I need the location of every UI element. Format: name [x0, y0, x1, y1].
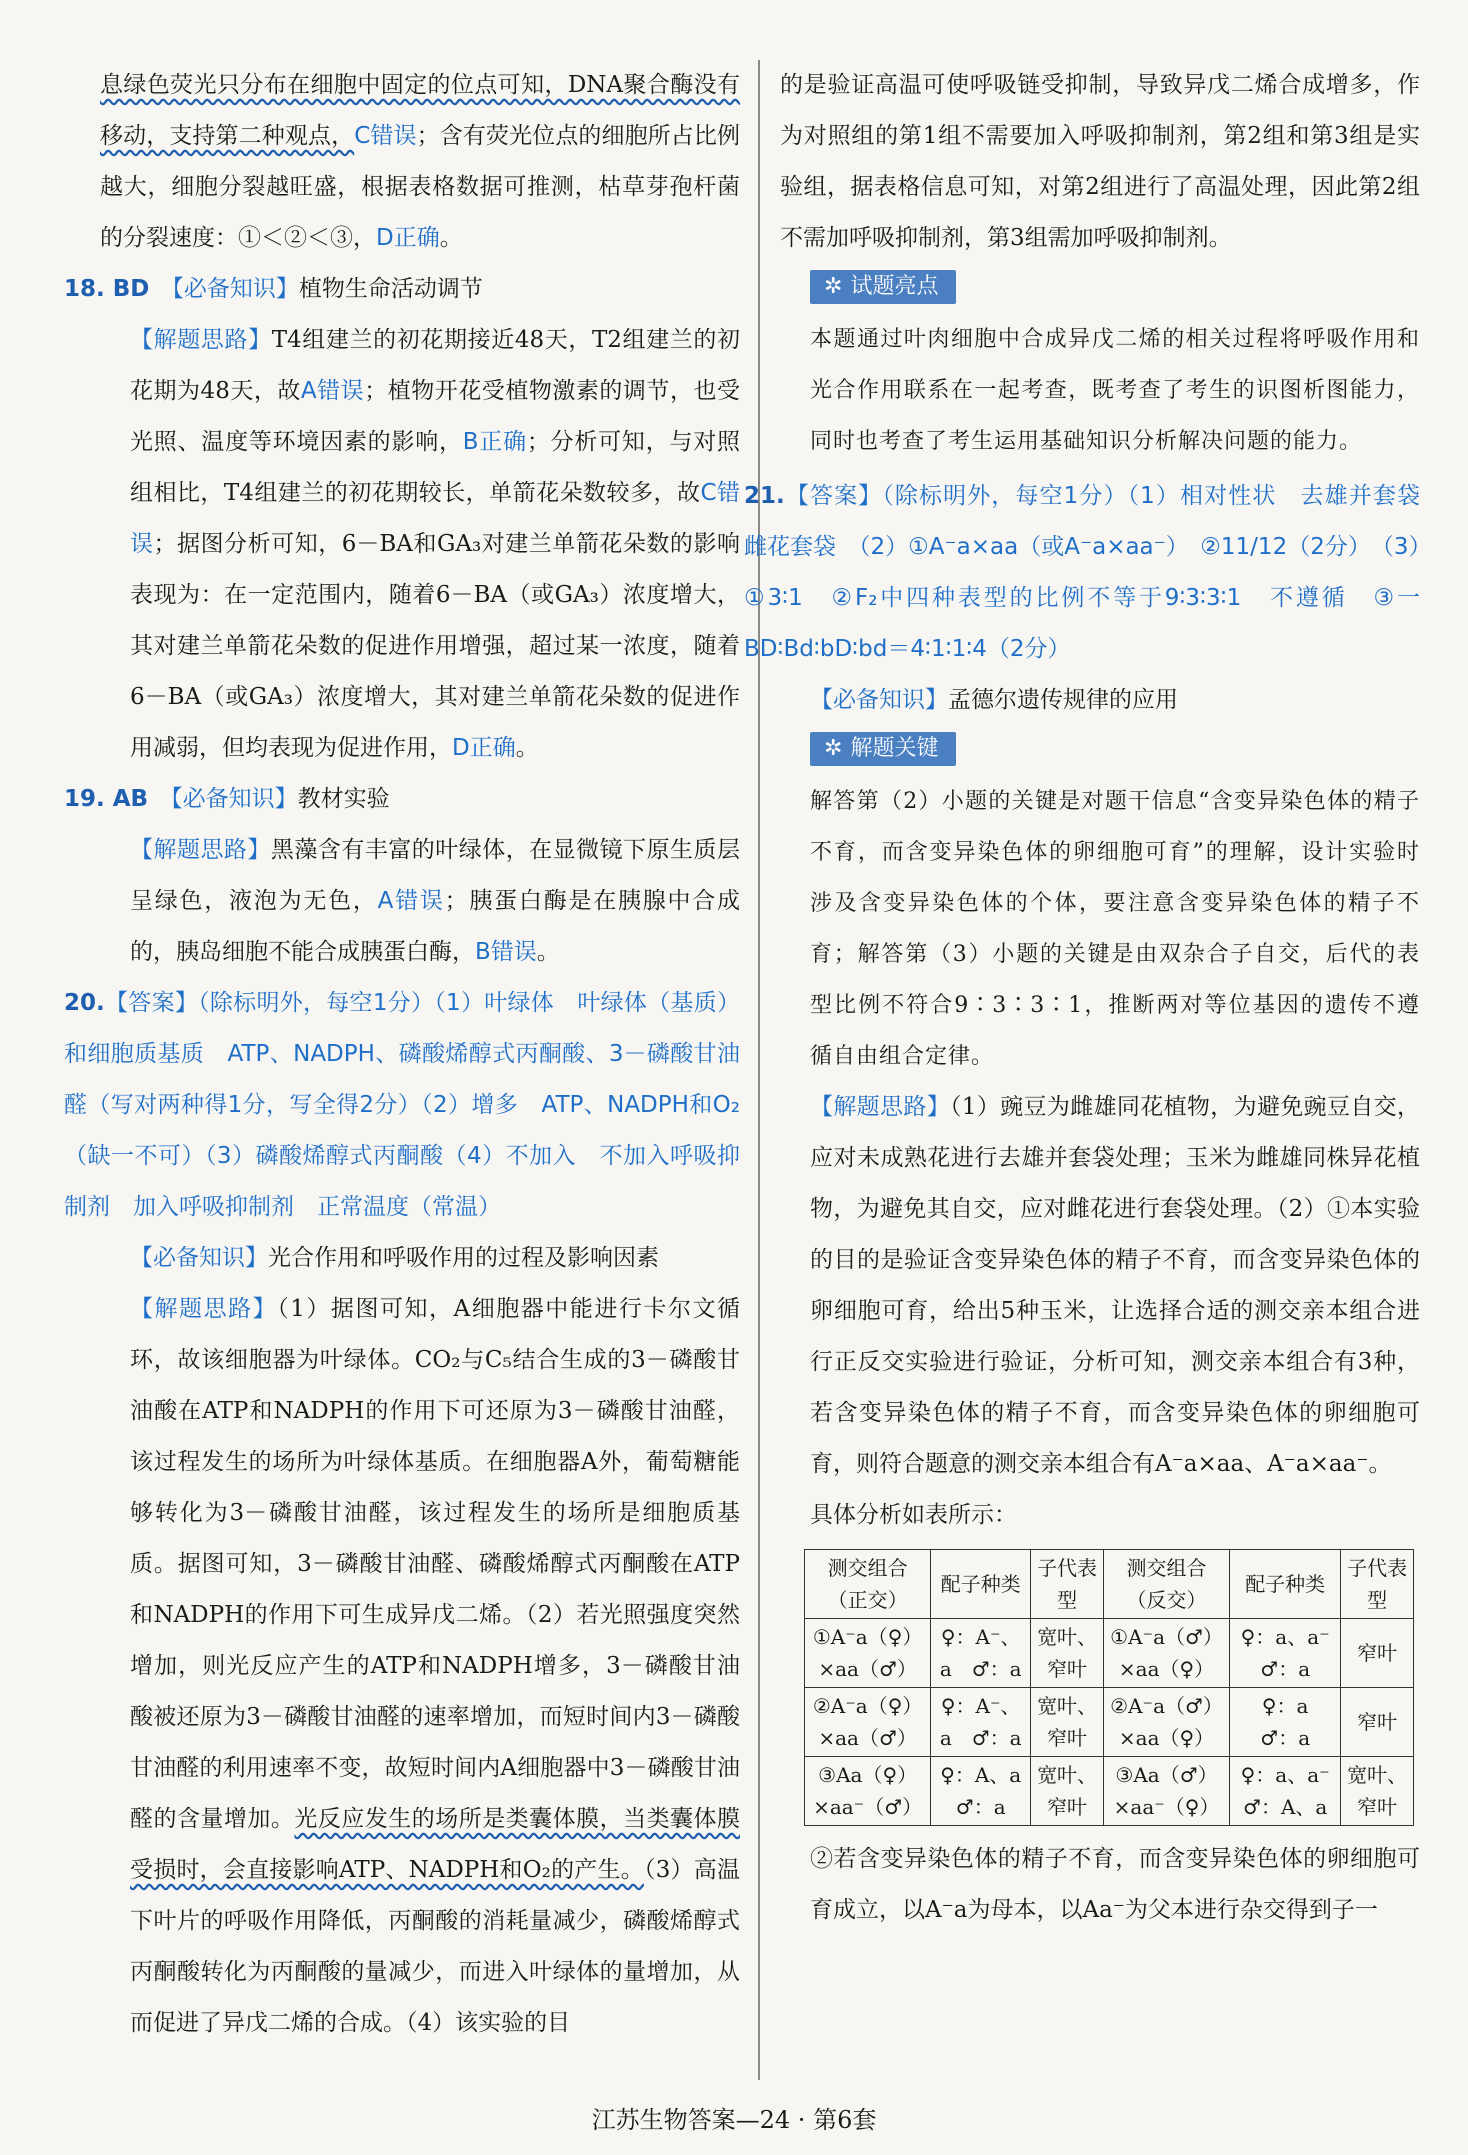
q20-continued: 的是验证高温可使呼吸链受抑制，导致异戊二烯合成增多，作为对照组的第1组不需要加入呼吸抑制剂，第2组和第3组是实验组，据表格信息可知，对第2组进行了高温处理，因此第2组不需加呼吸抑制剂，第3组需加呼吸抑制剂。 [780, 72, 1420, 251]
table-row [805, 1688, 1414, 1757]
sparkle-icon: ✲ [824, 736, 843, 761]
q17-tail: 息绿色荧光只分布在细胞中固定的位点可知，DNA聚合酶没有移动，支持第二种观点，C错误；含有荧光位点的细胞所占比例越大，细胞分裂越旺盛，根据表格数据可推测，枯草芽孢杆菌的分裂速度：①＜②＜③，D正确。 [100, 72, 741, 251]
highlight-text: 本题通过叶肉细胞中合成异戊二烯的相关过程将呼吸作用和光合作用联系在一起考查，既考查了考生的识图析图能力，同时也考查了考生运用基础知识分析解决问题的能力。 [810, 327, 1420, 454]
table-cell: 窄叶 [1341, 1619, 1414, 1688]
q21-knowledge: 【必备知识】孟德尔遗传规律的应用 [810, 687, 1178, 713]
q21-reasoning: 【解题思路】（1）豌豆为雌雄同花植物，为避免豌豆自交，应对未成熟花进行去雄并套袋处理；玉米为雌雄同株异花植物，为避免其自交，应对雌花进行套袋处理。（2）①本实验的目的是验证含变异染色体的精子不育，而含变异染色体的卵细胞可育，给出5种玉米，让选择合适的测交亲本组合进行正反交实验进行验证，分析可知，测交亲本组合有3种，若含变异染色体的精子不育，而含变异染色体的卵细胞可育，则符合题意的测交亲本组合有A⁻a×aa、A⁻a×aa⁻。 [810, 1094, 1420, 1477]
table-cell: 宽叶、窄叶 [1031, 1757, 1104, 1826]
q18-heading: 18. BD 【必备知识】植物生命活动调节 [64, 276, 483, 302]
key-text: 解答第（2）小题的关键是对题干信息“含变异染色体的精子不育，而含变异染色体的卵细胞可育”的理解，设计实验时涉及含变异染色体的个体，要注意含变异染色体的精子不育；解答第（3）小题的关键是由双杂合子自交，后代的表型比例不符合9∶3∶3∶1，推断两对等位基因的遗传不遵循自由组合定律。 [810, 789, 1420, 1069]
table-header: 测交组合（反交） [1103, 1550, 1229, 1619]
table-cell: ♀：A⁻、a ♂：a [931, 1619, 1031, 1688]
q21-continued: ②若含变异染色体的精子不育，而含变异染色体的卵细胞可育成立，以A⁻a为母本，以Aa⁻为父本进行杂交得到子一 [810, 1846, 1420, 1923]
table-row [805, 1757, 1414, 1826]
table-cell: ③Aa（♂）×aa⁻（♀） [1103, 1757, 1229, 1826]
table-header-row [805, 1550, 1414, 1619]
table-row [805, 1619, 1414, 1688]
table-cell: 窄叶 [1341, 1688, 1414, 1757]
q21-answer: 21.【答案】（除标明外，每空1分）（1）相对性状 去雄并套袋 雌花套袋 （2）①A⁻a×aa（或A⁻a×aa⁻） ②11/12（2分） （3）①3∶1 ②F₂中四种表型的比例不等于9∶3∶3∶1 不遵循 ③一 BD∶Bd∶bD∶bd＝4∶1∶1∶4（2分） [744, 483, 1443, 662]
q20-knowledge: 【必备知识】光合作用和呼吸作用的过程及影响因素 [130, 1245, 659, 1271]
table-header: 子代表型 [1031, 1550, 1104, 1619]
q20-reasoning: 【解题思路】（1）据图可知，A细胞器中能进行卡尔文循环，故该细胞器为叶绿体。CO₂与C₅结合生成的3－磷酸甘油酸在ATP和NADPH的作用下可还原为3－磷酸甘油醛，该过程发生的场所为叶绿体基质。在细胞器A外，葡萄糖能够转化为3－磷酸甘油醛，该过程发生的场所是细胞质基质。据图可知，3－磷酸甘油醛、磷酸烯醇式丙酮酸在ATP和NADPH的作用下可生成异戊二烯。（2）若光照强度突然增加，则光反应产生的ATP和NADPH增多，3－磷酸甘油酸被还原为3－磷酸甘油醛的速率增加，而短时间内3－磷酸甘油醛的利用速率不变，故短时间内A细胞器中3－磷酸甘油醛的含量增加。光反应发生的场所是类囊体膜，当类囊体膜受损时，会直接影响ATP、NADPH和O₂的产生。（3）高温下叶片的呼吸作用降低，丙酮酸的消耗量减少，磷酸烯醇式丙酮酸转化为丙酮酸的量减少，而进入叶绿体的量增加，从而促进了异戊二烯的合成。（4）该实验的目 [130, 1296, 741, 2036]
table-header: 配子种类 [1230, 1550, 1341, 1619]
q20-answer: 20.【答案】（除标明外，每空1分）（1）叶绿体 叶绿体（基质）和细胞质基质 ATP、NADPH、磷酸烯醇式丙酮酸、3－磷酸甘油醛（写对两种得1分，写全得2分）（2）增多 ATP、NADPH和O₂（缺一不可）（3）磷酸烯醇式丙酮酸（4）不加入 不加入呼吸抑制剂 加入呼吸抑制剂 正常温度（常温） [64, 990, 740, 1220]
table-header: 子代表型 [1341, 1550, 1414, 1619]
table-header: 测交组合（正交） [805, 1550, 931, 1619]
page-footer: 江苏生物答案—24 · 第6套 [591, 2106, 877, 2134]
table-header: 配子种类 [931, 1550, 1031, 1619]
q18-reasoning: 【解题思路】T4组建兰的初花期接近48天，T2组建兰的初花期为48天，故A错误；植物开花受植物激素的调节，也受光照、温度等环境因素的影响，B正确；分析可知，与对照组相比，T4组建兰的初花期较长，单箭花朵数较多，故C错误；据图分析可知，6－BA和GA₃对建兰单箭花朵数的影响表现为：在一定范围内，随着6－BA（或GA₃）浓度增大，其对建兰单箭花朵数的促进作用增强，超过某一浓度，随着6－BA（或GA₃）浓度增大，其对建兰单箭花朵数的促进作用减弱，但均表现为促进作用，D正确。 [130, 327, 741, 761]
table-cell: 宽叶、窄叶 [1031, 1619, 1104, 1688]
right-column [744, 60, 1443, 1936]
testcross-table [804, 1549, 1414, 1826]
table-cell: ♀：A、a ♂：a [931, 1757, 1031, 1826]
key-badge: ✲ 解题关键 [810, 732, 956, 766]
table-cell: ①A⁻a（♂）×aa（♀） [1103, 1619, 1229, 1688]
table-cell: ②A⁻a（♀）×aa（♂） [805, 1688, 931, 1757]
table-cell: ②A⁻a（♂）×aa（♀） [1103, 1688, 1229, 1757]
sparkle-icon: ✲ [824, 274, 843, 299]
table-intro: 具体分析如表所示： [810, 1502, 1017, 1528]
table-cell: ♀：a、a⁻ ♂：a [1230, 1619, 1341, 1688]
table-cell: ①A⁻a（♀）×aa（♂） [805, 1619, 931, 1688]
table-cell: ♀：a ♂：a [1230, 1688, 1341, 1757]
highlight-badge: ✲ 试题亮点 [810, 270, 956, 304]
table-cell: 宽叶、窄叶 [1031, 1688, 1104, 1757]
table-cell: 宽叶、窄叶 [1341, 1757, 1414, 1826]
column-divider [758, 60, 760, 2080]
q19-reasoning: 【解题思路】黑藻含有丰富的叶绿体，在显微镜下原生质层呈绿色，液泡为无色，A错误；胰蛋白酶是在胰腺中合成的，胰岛细胞不能合成胰蛋白酶，B错误。 [130, 837, 741, 965]
table-cell: ♀：a、a⁻ ♂：A、a [1230, 1757, 1341, 1826]
table-cell: ♀：A⁻、a ♂：a [931, 1688, 1031, 1757]
q19-heading: 19. AB 【必备知识】教材实验 [64, 786, 390, 812]
table-cell: ③Aa（♀）×aa⁻（♂） [805, 1757, 931, 1826]
left-column [64, 60, 741, 2049]
